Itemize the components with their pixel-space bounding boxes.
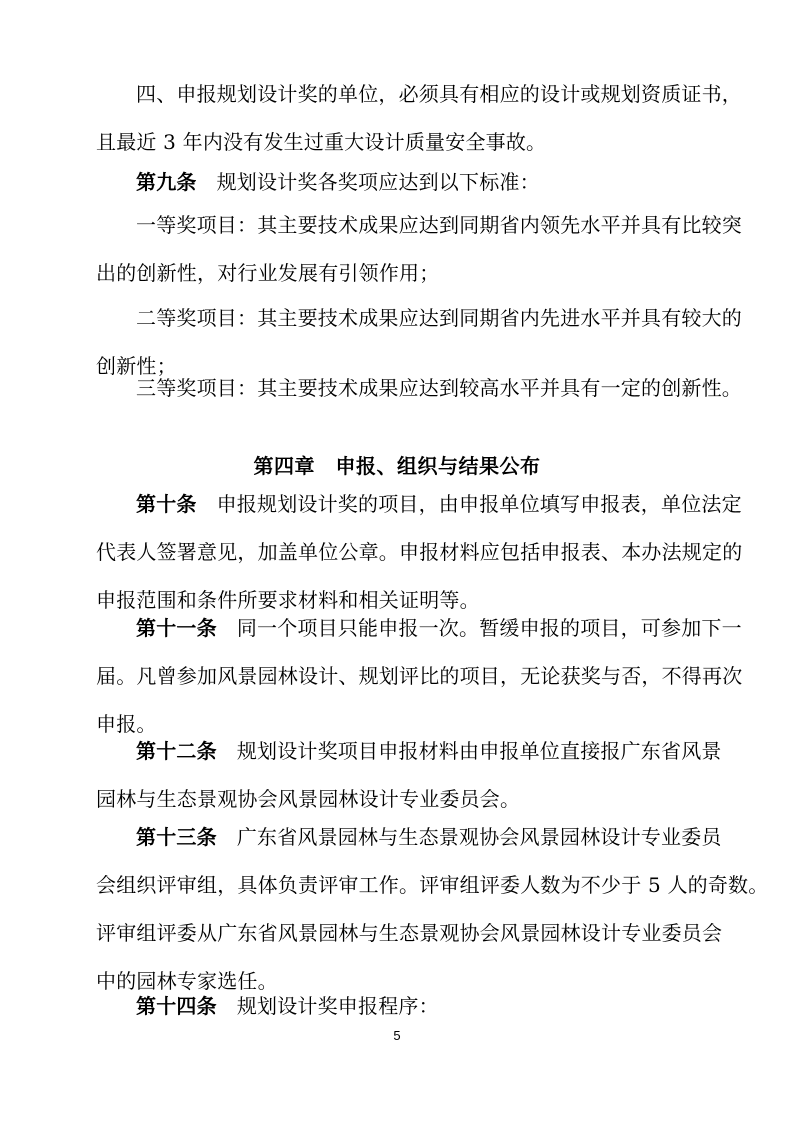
article-label: 第十三条: [136, 825, 217, 849]
article-12: [96, 727, 722, 823]
article-label: 第九条: [136, 170, 197, 194]
article-label: 第十二条: [136, 739, 217, 763]
text-line: 园林与生态景观协会风景园林设计专业委员会。: [96, 787, 521, 811]
text-line: 广东省风景园林与生态景观协会风景园林设计专业委员: [236, 825, 722, 849]
third-prize-paragraph: [136, 364, 742, 412]
text-line: 三等奖项目：其主要技术成果应达到较高水平并具有一定的创新性。: [136, 376, 742, 400]
text-line: 代表人签署意见，加盖单位公章。申报材料应包括申报表、本办法规定的: [96, 540, 743, 564]
text-line: 申报规划设计奖的项目，由申报单位填写申报表，单位法定: [216, 492, 742, 516]
text-line: 会组织评审组，具体负责评审工作。评审组评委人数为不少于 5 人的奇数。: [96, 873, 769, 897]
text-line: 申报范围和条件所要求材料和相关证明等。: [96, 588, 480, 612]
text-line: 四、申报规划设计奖的单位，必须具有相应的设计或规划资质证书，: [136, 82, 742, 106]
text-line: 二等奖项目：其主要技术成果应达到同期省内先进水平并具有较大的: [136, 306, 742, 330]
page-number: 5: [393, 1028, 401, 1043]
chapter-heading: 第四章 申报、组织与结果公布: [253, 454, 541, 478]
text-line: 中的园林专家选任。: [96, 969, 278, 993]
article-9: [136, 158, 696, 206]
text-line: 出的创新性，对行业发展有引领作用；: [96, 261, 440, 285]
text-line: 且最近 3 年内没有发生过重大设计质量安全事故。: [96, 130, 547, 154]
article-label: 第十条: [136, 492, 197, 516]
article-13: [96, 813, 769, 1005]
first-prize-paragraph: [96, 201, 742, 297]
article-14: [136, 982, 696, 1030]
article-label: 第十一条: [136, 616, 217, 640]
text-line: 一等奖项目：其主要技术成果应达到同期省内领先水平并具有比较突: [136, 213, 742, 237]
paragraph-item-four: [96, 70, 742, 166]
text-line: 届。凡曾参加风景园林设计、规划评比的项目，无论获奖与否，不得再次: [96, 664, 743, 688]
article-text: 规划设计奖各奖项应达到以下标准：: [216, 170, 540, 194]
text-line: 规划设计奖项目申报材料由申报单位直接报广东省风景: [236, 739, 722, 763]
text-line: 同一个项目只能申报一次。暂缓申报的项目，可参加下一: [236, 616, 742, 640]
text-line: 创新性；: [96, 354, 177, 378]
text-line: 评审组评委从广东省风景园林与生态景观协会风景园林设计专业委员会: [96, 921, 723, 945]
text-line: 申报。: [96, 712, 157, 736]
article-10: [96, 480, 743, 624]
article-text: 规划设计奖申报程序：: [236, 994, 439, 1018]
article-label: 第十四条: [136, 994, 217, 1018]
